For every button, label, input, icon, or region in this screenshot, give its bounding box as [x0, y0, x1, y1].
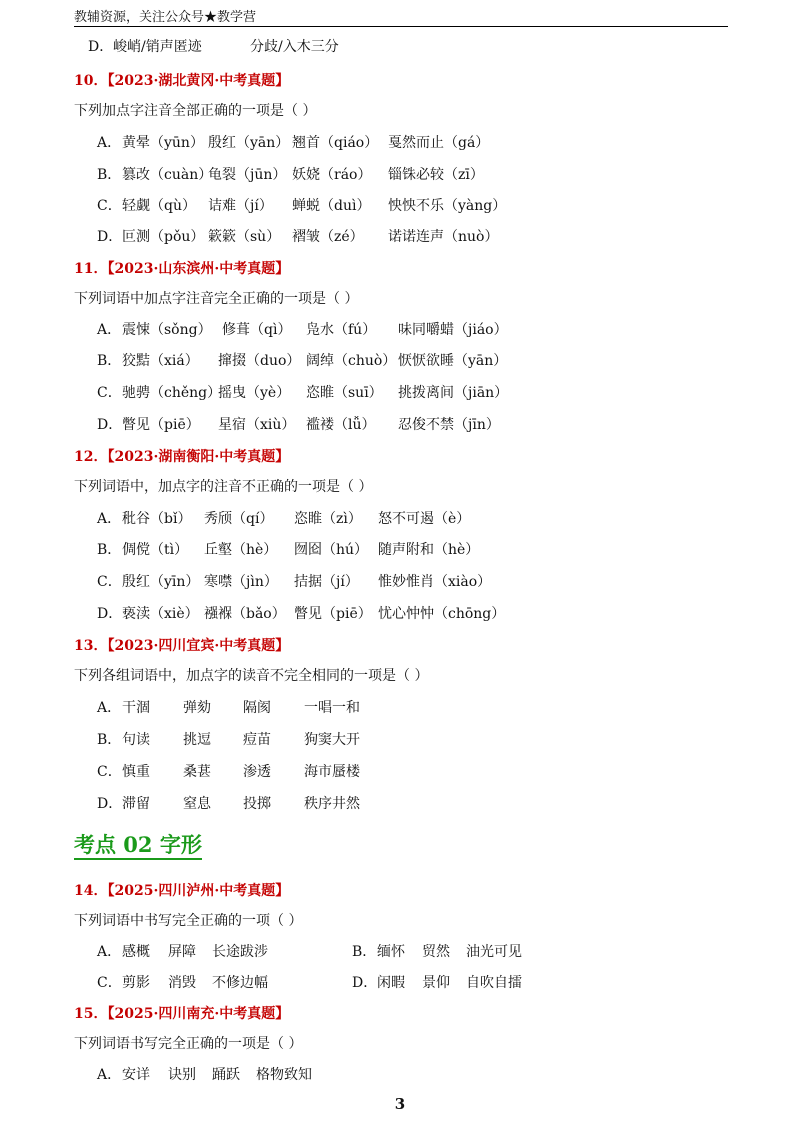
option-item: 秀颀（qí）	[204, 511, 274, 527]
question-11-stem: 下列词语中加点字注音完全正确的一项是（ ）	[74, 291, 359, 307]
option-item: 景仰	[422, 975, 450, 991]
option-item: 随声附和（hè）	[378, 542, 480, 558]
question-number: 11．	[74, 261, 108, 277]
option-item: 修葺（qì）	[222, 322, 292, 338]
option-label: B．	[97, 732, 122, 748]
option-item: 自吹自擂	[466, 975, 522, 991]
question-number: 14．	[74, 883, 108, 899]
question-13-stem: 下列各组词语中，加点字的读音不完全相同的一项是（ ）	[74, 668, 429, 684]
option-item: 丘壑（hè）	[204, 542, 278, 558]
option-label: C．	[97, 975, 122, 991]
option-item: 篡改（cuàn）	[122, 167, 213, 183]
option-item: 瞥见（piē）	[122, 417, 200, 433]
option-item: 倜傥（tì）	[122, 542, 189, 558]
option-item: 驰骋（chěng）	[122, 385, 222, 401]
question-13-header	[74, 637, 289, 655]
question-14-header	[74, 882, 289, 900]
option-item: 叵测（pǒu）	[122, 229, 205, 245]
option-item: 诘难（jí）	[208, 198, 273, 214]
question-source-tag: 【2023·湖南衡阳·中考真题】	[107, 449, 290, 465]
option-item: 秩序井然	[304, 796, 360, 812]
option-item: 轻觑（qù）	[122, 198, 196, 214]
option-item: 摇曳（yè）	[218, 385, 291, 401]
question-15-stem: 下列词语书写完全正确的一项是（ ）	[74, 1036, 303, 1052]
option-item: 消毁	[168, 975, 196, 991]
option-item: 星宿（xiù）	[218, 417, 296, 433]
option-item: 慎重	[122, 764, 150, 780]
option-item: 狡黠（xiá）	[122, 353, 199, 369]
question-10-stem: 下列加点字注音全部正确的一项是（ ）	[74, 103, 317, 119]
section-heading: 考点 02 字形	[74, 832, 202, 860]
option-item: 怒不可遏（è）	[378, 511, 471, 527]
option-label: A．	[97, 322, 122, 338]
option-label: B．	[97, 542, 122, 558]
option-item: 贸然	[422, 944, 450, 960]
option-item: 长途跋涉	[212, 944, 268, 960]
option-item: 屏障	[168, 944, 196, 960]
option-label: B．	[352, 944, 377, 960]
option-item: 弹劾	[183, 700, 211, 716]
option-item: 投掷	[243, 796, 271, 812]
option-item: 囫囵（hú）	[294, 542, 369, 558]
option-label: C．	[97, 198, 122, 214]
option-item: 妖娆（ráo）	[292, 167, 372, 183]
option-item: 句读	[122, 732, 150, 748]
question-number: 13．	[74, 638, 108, 654]
option-item: 分歧/入木三分	[250, 39, 339, 55]
option-item: 震悚（sǒng）	[122, 322, 212, 338]
option-item: 拮据（jí）	[294, 574, 359, 590]
option-item: 忧心忡忡（chōng）	[378, 606, 506, 622]
option-label: D．	[97, 229, 123, 245]
question-source-tag: 【2023·四川宜宾·中考真题】	[107, 638, 290, 654]
option-item: 蝉蜕（duì）	[292, 198, 371, 214]
option-item: 味同嚼蜡（jiáo）	[398, 322, 508, 338]
option-item: 怏怏不乐（yàng）	[388, 198, 507, 214]
option-label: D．	[352, 975, 378, 991]
option-item: 挑拨离间（jiān）	[398, 385, 509, 401]
option-label: D．	[97, 796, 123, 812]
question-number: 12．	[74, 449, 108, 465]
option-label: C．	[97, 574, 122, 590]
option-item: 桑葚	[183, 764, 211, 780]
option-item: 缅怀	[377, 944, 405, 960]
question-11-header	[74, 260, 289, 278]
option-item: 挑逗	[183, 732, 211, 748]
option-item: 痘苗	[243, 732, 271, 748]
option-item: 殷红（yīn）	[122, 574, 200, 590]
option-label: A．	[97, 511, 122, 527]
option-item: 寒噤（jìn）	[204, 574, 278, 590]
option-item: 阔绰（chuò）	[306, 353, 397, 369]
question-15-header	[74, 1005, 289, 1023]
option-item: 忍俊不禁（jīn）	[398, 417, 500, 433]
option-item: 滞留	[122, 796, 150, 812]
option-label: D．	[88, 39, 114, 55]
page-number: 3	[394, 1095, 406, 1113]
option-item: 海市蜃楼	[304, 764, 360, 780]
option-item: 翘首（qiáo）	[292, 135, 379, 151]
option-item: 锱铢必较（zī）	[388, 167, 484, 183]
option-item: 凫水（fú）	[306, 322, 377, 338]
option-item: 秕谷（bǐ）	[122, 511, 192, 527]
option-item: 不修边幅	[212, 975, 268, 991]
option-item: 干涸	[122, 700, 150, 716]
question-number: 15．	[74, 1006, 108, 1022]
option-label: C．	[97, 764, 122, 780]
question-source-tag: 【2025·四川泸州·中考真题】	[107, 883, 290, 899]
option-item: 襁褓（bǎo）	[204, 606, 286, 622]
option-item: 安详	[122, 1067, 150, 1083]
option-label: A．	[97, 1067, 122, 1083]
option-item: 闲暇	[377, 975, 405, 991]
question-12-header	[74, 448, 289, 466]
option-item: 峻峭/销声匿迹	[113, 39, 202, 55]
option-item: 瞥见（piē）	[294, 606, 372, 622]
option-item: 撺掇（duo）	[218, 353, 301, 369]
option-item: 感概	[122, 944, 150, 960]
option-item: 褴褛（lǚ）	[306, 417, 376, 433]
option-item: 黄晕（yūn）	[122, 135, 204, 151]
option-label: B．	[97, 167, 122, 183]
option-item: 戛然而止（gá）	[388, 135, 490, 151]
option-item: 恹恹欲睡（yān）	[398, 353, 508, 369]
option-item: 狗窦大开	[304, 732, 360, 748]
option-item: 一唱一和	[304, 700, 360, 716]
option-item: 褶皱（zé）	[292, 229, 364, 245]
option-item: 簌簌（sù）	[208, 229, 281, 245]
question-source-tag: 【2023·山东滨州·中考真题】	[107, 261, 290, 277]
option-item: 惟妙惟肖（xiào）	[378, 574, 492, 590]
option-item: 渗透	[243, 764, 271, 780]
page-header: 教辅资源，关注公众号★教学营	[74, 10, 257, 25]
option-label: B．	[97, 353, 122, 369]
option-item: 亵渎（xiè）	[122, 606, 199, 622]
question-number: 10．	[74, 73, 108, 89]
option-item: 殷红（yān）	[208, 135, 290, 151]
option-label: A．	[97, 700, 122, 716]
header-rule	[74, 26, 728, 27]
option-item: 踊跃	[212, 1067, 240, 1083]
option-item: 诺诺连声（nuò）	[388, 229, 499, 245]
option-item: 剪影	[122, 975, 150, 991]
question-14-stem: 下列词语中书写完全正确的一项（ ）	[74, 913, 303, 929]
question-source-tag: 【2025·四川南充·中考真题】	[107, 1006, 290, 1022]
question-source-tag: 【2023·湖北黄冈·中考真题】	[107, 73, 290, 89]
option-item: 诀别	[168, 1067, 196, 1083]
option-item: 恣睢（suī）	[306, 385, 383, 401]
question-10-header	[74, 72, 289, 90]
question-12-stem: 下列词语中，加点字的注音不正确的一项是（ ）	[74, 479, 373, 495]
option-item: 隔阂	[243, 700, 271, 716]
option-label: D．	[97, 417, 123, 433]
option-item: 油光可见	[466, 944, 522, 960]
option-item: 格物致知	[256, 1067, 312, 1083]
option-item: 恣睢（zì）	[294, 511, 362, 527]
option-label: A．	[97, 135, 122, 151]
option-label: C．	[97, 385, 122, 401]
option-item: 窒息	[183, 796, 211, 812]
option-label: D．	[97, 606, 123, 622]
option-item: 龟裂（jūn）	[208, 167, 287, 183]
option-label: A．	[97, 944, 122, 960]
